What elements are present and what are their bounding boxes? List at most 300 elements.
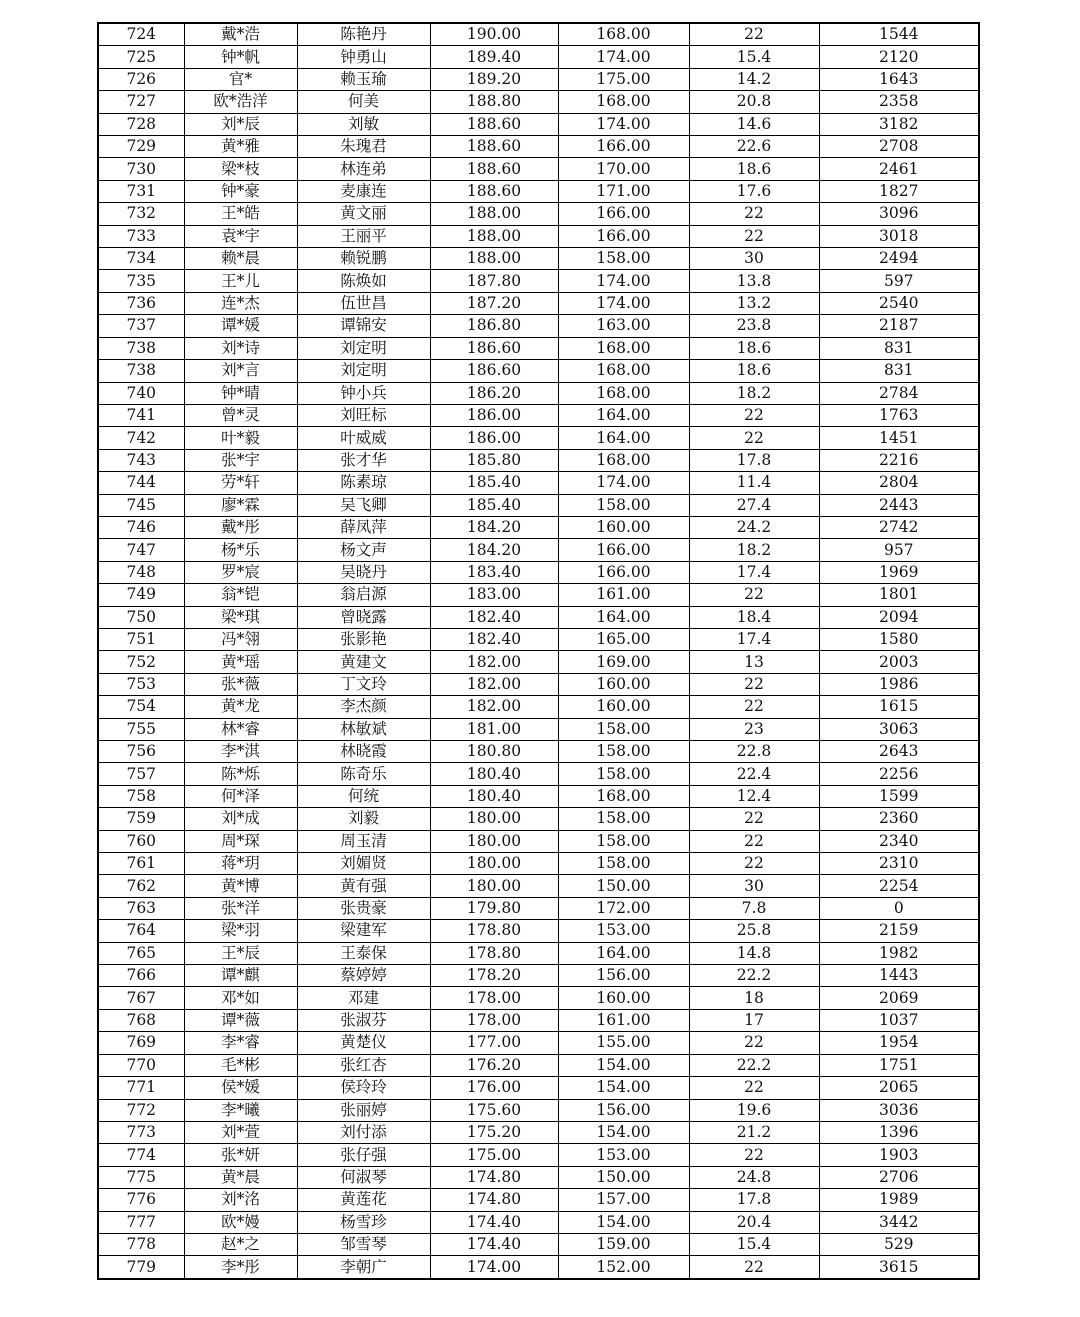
seq-number-cell: 2742 (819, 516, 979, 538)
total-score-cell: 180.00 (430, 830, 558, 852)
seq-number-cell: 1443 (819, 965, 979, 987)
applicant-name-cell: 赖*晨 (184, 248, 297, 270)
bonus-score-cell: 24.2 (689, 516, 819, 538)
rank-cell: 747 (98, 539, 184, 561)
total-score-cell: 190.00 (430, 23, 558, 46)
guardian-name-cell: 黄有强 (297, 875, 430, 897)
seq-number-cell: 2540 (819, 292, 979, 314)
total-score-cell: 178.20 (430, 965, 558, 987)
bonus-score-cell: 15.4 (689, 1233, 819, 1255)
base-score-cell: 168.00 (558, 785, 689, 807)
applicant-name-cell: 黄*晨 (184, 1166, 297, 1188)
base-score-cell: 174.00 (558, 113, 689, 135)
guardian-name-cell: 蔡婷婷 (297, 965, 430, 987)
table-row (98, 360, 979, 382)
table-row (98, 539, 979, 561)
guardian-name-cell: 张丽婷 (297, 1099, 430, 1121)
rank-cell: 775 (98, 1166, 184, 1188)
bonus-score-cell: 17.4 (689, 628, 819, 650)
rank-cell: 743 (98, 449, 184, 471)
rank-cell: 760 (98, 830, 184, 852)
table-row (98, 1009, 979, 1031)
rank-cell: 768 (98, 1009, 184, 1031)
seq-number-cell: 2216 (819, 449, 979, 471)
guardian-name-cell: 林连弟 (297, 158, 430, 180)
rank-cell: 732 (98, 203, 184, 225)
total-score-cell: 182.00 (430, 651, 558, 673)
seq-number-cell: 529 (819, 1233, 979, 1255)
bonus-score-cell: 30 (689, 248, 819, 270)
guardian-name-cell: 伍世昌 (297, 292, 430, 314)
table-row (98, 763, 979, 785)
table-row (98, 1099, 979, 1121)
total-score-cell: 174.40 (430, 1233, 558, 1255)
total-score-cell: 187.20 (430, 292, 558, 314)
applicant-name-cell: 赵*之 (184, 1233, 297, 1255)
total-score-cell: 186.20 (430, 382, 558, 404)
table-row (98, 46, 979, 68)
total-score-cell: 185.40 (430, 494, 558, 516)
guardian-name-cell: 谭锦安 (297, 315, 430, 337)
base-score-cell: 168.00 (558, 23, 689, 46)
applicant-name-cell: 张*妍 (184, 1144, 297, 1166)
total-score-cell: 185.40 (430, 472, 558, 494)
table-row (98, 987, 979, 1009)
rank-cell: 779 (98, 1256, 184, 1279)
seq-number-cell: 1801 (819, 584, 979, 606)
total-score-cell: 179.80 (430, 897, 558, 919)
seq-number-cell: 3036 (819, 1099, 979, 1121)
bonus-score-cell: 22.6 (689, 136, 819, 158)
total-score-cell: 188.60 (430, 136, 558, 158)
guardian-name-cell: 刘敏 (297, 113, 430, 135)
base-score-cell: 155.00 (558, 1032, 689, 1054)
total-score-cell: 186.00 (430, 427, 558, 449)
applicant-name-cell: 张*洋 (184, 897, 297, 919)
bonus-score-cell: 22 (689, 225, 819, 247)
base-score-cell: 174.00 (558, 472, 689, 494)
bonus-score-cell: 22 (689, 427, 819, 449)
table-body (98, 23, 979, 1279)
table-row (98, 225, 979, 247)
guardian-name-cell: 杨雪珍 (297, 1211, 430, 1233)
table-row (98, 853, 979, 875)
table-row (98, 136, 979, 158)
rank-cell: 745 (98, 494, 184, 516)
rank-cell: 767 (98, 987, 184, 1009)
bonus-score-cell: 23 (689, 718, 819, 740)
table-row (98, 1054, 979, 1076)
base-score-cell: 154.00 (558, 1077, 689, 1099)
rank-cell: 762 (98, 875, 184, 897)
rank-cell: 755 (98, 718, 184, 740)
table-row (98, 1189, 979, 1211)
table-row (98, 1256, 979, 1279)
seq-number-cell: 1954 (819, 1032, 979, 1054)
base-score-cell: 154.00 (558, 1121, 689, 1143)
seq-number-cell: 2784 (819, 382, 979, 404)
bonus-score-cell: 22 (689, 23, 819, 46)
applicant-name-cell: 李*淇 (184, 741, 297, 763)
rank-cell: 771 (98, 1077, 184, 1099)
base-score-cell: 168.00 (558, 91, 689, 113)
guardian-name-cell: 李朝广 (297, 1256, 430, 1279)
rank-cell: 751 (98, 628, 184, 650)
total-score-cell: 178.00 (430, 1009, 558, 1031)
bonus-score-cell: 19.6 (689, 1099, 819, 1121)
base-score-cell: 175.00 (558, 68, 689, 90)
base-score-cell: 158.00 (558, 808, 689, 830)
guardian-name-cell: 朱瑰君 (297, 136, 430, 158)
bonus-score-cell: 14.8 (689, 942, 819, 964)
applicant-name-cell: 侯*媛 (184, 1077, 297, 1099)
seq-number-cell: 1396 (819, 1121, 979, 1143)
seq-number-cell: 2443 (819, 494, 979, 516)
guardian-name-cell: 张才华 (297, 449, 430, 471)
guardian-name-cell: 吴飞卿 (297, 494, 430, 516)
base-score-cell: 160.00 (558, 673, 689, 695)
guardian-name-cell: 张影艳 (297, 628, 430, 650)
applicant-name-cell: 刘*言 (184, 360, 297, 382)
base-score-cell: 158.00 (558, 741, 689, 763)
guardian-name-cell: 何美 (297, 91, 430, 113)
table-row (98, 270, 979, 292)
rank-cell: 728 (98, 113, 184, 135)
rank-cell: 724 (98, 23, 184, 46)
rank-cell: 764 (98, 920, 184, 942)
table-row (98, 1233, 979, 1255)
base-score-cell: 161.00 (558, 1009, 689, 1031)
base-score-cell: 169.00 (558, 651, 689, 673)
seq-number-cell: 2340 (819, 830, 979, 852)
bonus-score-cell: 22 (689, 203, 819, 225)
rank-cell: 737 (98, 315, 184, 337)
rank-cell: 773 (98, 1121, 184, 1143)
base-score-cell: 164.00 (558, 942, 689, 964)
bonus-score-cell: 22 (689, 1077, 819, 1099)
table-row (98, 1121, 979, 1143)
bonus-score-cell: 22 (689, 853, 819, 875)
applicant-name-cell: 林*睿 (184, 718, 297, 740)
total-score-cell: 189.20 (430, 68, 558, 90)
guardian-name-cell: 陈奇乐 (297, 763, 430, 785)
bonus-score-cell: 22 (689, 404, 819, 426)
bonus-score-cell: 20.8 (689, 91, 819, 113)
guardian-name-cell: 邓建 (297, 987, 430, 1009)
base-score-cell: 168.00 (558, 449, 689, 471)
applicant-name-cell: 王*皓 (184, 203, 297, 225)
applicant-name-cell: 叶*毅 (184, 427, 297, 449)
guardian-name-cell: 刘毅 (297, 808, 430, 830)
applicant-name-cell: 袁*宇 (184, 225, 297, 247)
seq-number-cell: 1903 (819, 1144, 979, 1166)
bonus-score-cell: 17.4 (689, 561, 819, 583)
seq-number-cell: 1763 (819, 404, 979, 426)
bonus-score-cell: 18.6 (689, 158, 819, 180)
seq-number-cell: 1989 (819, 1189, 979, 1211)
rank-cell: 731 (98, 180, 184, 202)
applicant-name-cell: 刘*成 (184, 808, 297, 830)
base-score-cell: 160.00 (558, 516, 689, 538)
seq-number-cell: 2256 (819, 763, 979, 785)
guardian-name-cell: 麦康连 (297, 180, 430, 202)
seq-number-cell: 2003 (819, 651, 979, 673)
rank-cell: 758 (98, 785, 184, 807)
applicant-name-cell: 罗*宸 (184, 561, 297, 583)
bonus-score-cell: 18.6 (689, 337, 819, 359)
seq-number-cell: 2494 (819, 248, 979, 270)
seq-number-cell: 597 (819, 270, 979, 292)
applicant-name-cell: 钟*豪 (184, 180, 297, 202)
base-score-cell: 174.00 (558, 270, 689, 292)
bonus-score-cell: 22.4 (689, 763, 819, 785)
applicant-name-cell: 黄*博 (184, 875, 297, 897)
seq-number-cell: 2094 (819, 606, 979, 628)
applicant-name-cell: 戴*彤 (184, 516, 297, 538)
applicant-name-cell: 冯*翎 (184, 628, 297, 650)
applicant-name-cell: 谭*薇 (184, 1009, 297, 1031)
base-score-cell: 164.00 (558, 606, 689, 628)
rank-cell: 738 (98, 337, 184, 359)
seq-number-cell: 3442 (819, 1211, 979, 1233)
bonus-score-cell: 22 (689, 584, 819, 606)
base-score-cell: 174.00 (558, 46, 689, 68)
seq-number-cell: 2187 (819, 315, 979, 337)
table-row (98, 1144, 979, 1166)
table-row (98, 404, 979, 426)
table-row (98, 897, 979, 919)
applicant-name-cell: 黄*瑶 (184, 651, 297, 673)
guardian-name-cell: 邹雪琴 (297, 1233, 430, 1255)
rank-cell: 769 (98, 1032, 184, 1054)
table-row (98, 1077, 979, 1099)
total-score-cell: 174.80 (430, 1189, 558, 1211)
total-score-cell: 185.80 (430, 449, 558, 471)
total-score-cell: 188.00 (430, 203, 558, 225)
seq-number-cell: 1544 (819, 23, 979, 46)
table-row (98, 1166, 979, 1188)
bonus-score-cell: 17.6 (689, 180, 819, 202)
base-score-cell: 166.00 (558, 561, 689, 583)
total-score-cell: 176.00 (430, 1077, 558, 1099)
table-row (98, 942, 979, 964)
base-score-cell: 156.00 (558, 1099, 689, 1121)
applicant-name-cell: 戴*浩 (184, 23, 297, 46)
base-score-cell: 154.00 (558, 1211, 689, 1233)
total-score-cell: 186.60 (430, 337, 558, 359)
seq-number-cell: 1580 (819, 628, 979, 650)
seq-number-cell: 1969 (819, 561, 979, 583)
table-row (98, 808, 979, 830)
rank-cell: 774 (98, 1144, 184, 1166)
base-score-cell: 158.00 (558, 763, 689, 785)
total-score-cell: 187.80 (430, 270, 558, 292)
guardian-name-cell: 钟小兵 (297, 382, 430, 404)
total-score-cell: 180.00 (430, 853, 558, 875)
rank-cell: 763 (98, 897, 184, 919)
base-score-cell: 174.00 (558, 292, 689, 314)
total-score-cell: 174.80 (430, 1166, 558, 1188)
guardian-name-cell: 张红杏 (297, 1054, 430, 1076)
guardian-name-cell: 曾晓露 (297, 606, 430, 628)
table-row (98, 203, 979, 225)
seq-number-cell: 1643 (819, 68, 979, 90)
table-row (98, 606, 979, 628)
guardian-name-cell: 刘旺标 (297, 404, 430, 426)
base-score-cell: 163.00 (558, 315, 689, 337)
guardian-name-cell: 刘付添 (297, 1121, 430, 1143)
bonus-score-cell: 24.8 (689, 1166, 819, 1188)
total-score-cell: 175.20 (430, 1121, 558, 1143)
seq-number-cell: 2310 (819, 853, 979, 875)
applicant-name-cell: 刘*洺 (184, 1189, 297, 1211)
applicant-name-cell: 邓*如 (184, 987, 297, 1009)
seq-number-cell: 2254 (819, 875, 979, 897)
rank-cell: 766 (98, 965, 184, 987)
guardian-name-cell: 黄建文 (297, 651, 430, 673)
table-row (98, 651, 979, 673)
guardian-name-cell: 钟勇山 (297, 46, 430, 68)
base-score-cell: 166.00 (558, 136, 689, 158)
rank-cell: 740 (98, 382, 184, 404)
table-row (98, 561, 979, 583)
guardian-name-cell: 薛凤萍 (297, 516, 430, 538)
seq-number-cell: 3096 (819, 203, 979, 225)
seq-number-cell: 1599 (819, 785, 979, 807)
applicant-name-cell: 连*杰 (184, 292, 297, 314)
base-score-cell: 150.00 (558, 875, 689, 897)
total-score-cell: 175.60 (430, 1099, 558, 1121)
bonus-score-cell: 17.8 (689, 1189, 819, 1211)
applicant-name-cell: 官* (184, 68, 297, 90)
base-score-cell: 160.00 (558, 987, 689, 1009)
seq-number-cell: 1751 (819, 1054, 979, 1076)
guardian-name-cell: 王泰保 (297, 942, 430, 964)
seq-number-cell: 1986 (819, 673, 979, 695)
rank-cell: 770 (98, 1054, 184, 1076)
bonus-score-cell: 18.6 (689, 360, 819, 382)
bonus-score-cell: 22.8 (689, 741, 819, 763)
seq-number-cell: 3182 (819, 113, 979, 135)
seq-number-cell: 0 (819, 897, 979, 919)
rank-cell: 744 (98, 472, 184, 494)
base-score-cell: 168.00 (558, 360, 689, 382)
guardian-name-cell: 黄文丽 (297, 203, 430, 225)
seq-number-cell: 2708 (819, 136, 979, 158)
base-score-cell: 158.00 (558, 830, 689, 852)
rank-cell: 757 (98, 763, 184, 785)
rank-cell: 736 (98, 292, 184, 314)
rank-cell: 756 (98, 741, 184, 763)
bonus-score-cell: 13 (689, 651, 819, 673)
guardian-name-cell: 何淑琴 (297, 1166, 430, 1188)
table-row (98, 449, 979, 471)
guardian-name-cell: 赖锐鹏 (297, 248, 430, 270)
base-score-cell: 154.00 (558, 1054, 689, 1076)
applicant-name-cell: 钟*帆 (184, 46, 297, 68)
guardian-name-cell: 周玉清 (297, 830, 430, 852)
total-score-cell: 177.00 (430, 1032, 558, 1054)
bonus-score-cell: 22.2 (689, 965, 819, 987)
total-score-cell: 184.20 (430, 516, 558, 538)
bonus-score-cell: 23.8 (689, 315, 819, 337)
table-row (98, 494, 979, 516)
table-row (98, 68, 979, 90)
applicant-name-cell: 何*泽 (184, 785, 297, 807)
total-score-cell: 176.20 (430, 1054, 558, 1076)
applicant-name-cell: 王*儿 (184, 270, 297, 292)
seq-number-cell: 1451 (819, 427, 979, 449)
bonus-score-cell: 22 (689, 1032, 819, 1054)
guardian-name-cell: 黄莲花 (297, 1189, 430, 1211)
base-score-cell: 165.00 (558, 628, 689, 650)
table-row (98, 830, 979, 852)
base-score-cell: 158.00 (558, 853, 689, 875)
applicant-name-cell: 谭*媛 (184, 315, 297, 337)
seq-number-cell: 2706 (819, 1166, 979, 1188)
rank-cell: 733 (98, 225, 184, 247)
bonus-score-cell: 13.2 (689, 292, 819, 314)
base-score-cell: 157.00 (558, 1189, 689, 1211)
guardian-name-cell: 叶威威 (297, 427, 430, 449)
rank-cell: 777 (98, 1211, 184, 1233)
total-score-cell: 180.00 (430, 875, 558, 897)
total-score-cell: 186.00 (430, 404, 558, 426)
bonus-score-cell: 18 (689, 987, 819, 1009)
seq-number-cell: 2120 (819, 46, 979, 68)
total-score-cell: 182.40 (430, 628, 558, 650)
base-score-cell: 158.00 (558, 718, 689, 740)
total-score-cell: 186.80 (430, 315, 558, 337)
rank-cell: 754 (98, 696, 184, 718)
guardian-name-cell: 李杰颜 (297, 696, 430, 718)
rank-cell: 742 (98, 427, 184, 449)
applicant-name-cell: 黄*雅 (184, 136, 297, 158)
seq-number-cell: 2069 (819, 987, 979, 1009)
seq-number-cell: 831 (819, 337, 979, 359)
base-score-cell: 152.00 (558, 1256, 689, 1279)
applicant-name-cell: 李*彤 (184, 1256, 297, 1279)
base-score-cell: 168.00 (558, 382, 689, 404)
applicant-name-cell: 曾*灵 (184, 404, 297, 426)
total-score-cell: 181.00 (430, 718, 558, 740)
table-row (98, 741, 979, 763)
rank-cell: 734 (98, 248, 184, 270)
applicant-name-cell: 梁*琪 (184, 606, 297, 628)
applicant-name-cell: 劳*轩 (184, 472, 297, 494)
applicant-name-cell: 梁*羽 (184, 920, 297, 942)
rank-cell: 750 (98, 606, 184, 628)
bonus-score-cell: 21.2 (689, 1121, 819, 1143)
bonus-score-cell: 30 (689, 875, 819, 897)
guardian-name-cell: 翁启源 (297, 584, 430, 606)
bonus-score-cell: 22 (689, 808, 819, 830)
bonus-score-cell: 14.6 (689, 113, 819, 135)
guardian-name-cell: 吴晓丹 (297, 561, 430, 583)
base-score-cell: 166.00 (558, 203, 689, 225)
seq-number-cell: 2358 (819, 91, 979, 113)
seq-number-cell: 1037 (819, 1009, 979, 1031)
bonus-score-cell: 20.4 (689, 1211, 819, 1233)
seq-number-cell: 1827 (819, 180, 979, 202)
table-row (98, 1211, 979, 1233)
seq-number-cell: 3063 (819, 718, 979, 740)
bonus-score-cell: 14.2 (689, 68, 819, 90)
table-row (98, 337, 979, 359)
total-score-cell: 183.00 (430, 584, 558, 606)
applicant-name-cell: 蒋*玥 (184, 853, 297, 875)
seq-number-cell: 3018 (819, 225, 979, 247)
